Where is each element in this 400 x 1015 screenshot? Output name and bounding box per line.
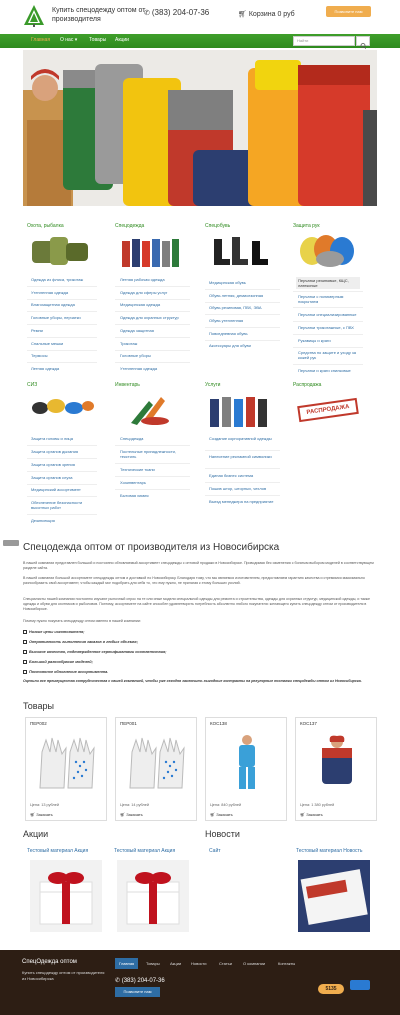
hero-banner — [23, 50, 377, 206]
category-link[interactable]: Перчатки специализированные — [298, 312, 357, 317]
category-link[interactable]: Обувь резиновая, ПВХ, ЭВА — [209, 305, 262, 310]
divider — [205, 450, 280, 451]
phone-number: (383) 204-07-36 — [151, 8, 210, 17]
page-title: Спецодежда оптом от производителя из Новосибирска — [23, 542, 280, 553]
divider — [115, 476, 190, 477]
category-link[interactable]: Утепленная одежда — [31, 290, 69, 295]
news-title: Новости — [205, 829, 240, 839]
divider — [205, 495, 280, 496]
product-name[interactable]: ПЕР002 — [30, 721, 47, 726]
footer-phone-number: (383) 204-07-36 — [121, 978, 165, 984]
footer-nav-about[interactable]: О компании — [243, 961, 266, 966]
category-link[interactable]: Медицинская обувь — [209, 280, 246, 285]
order-button[interactable] — [210, 812, 233, 817]
category-inventory-title[interactable]: Инвентарь — [115, 382, 140, 388]
category-link[interactable]: Дезинсекция — [31, 518, 55, 523]
divider — [115, 311, 190, 312]
hunting-gear-image[interactable] — [30, 233, 90, 267]
feature-text: Низкие цены изготовителя; — [29, 630, 85, 634]
nav-home[interactable]: Главная — [31, 37, 51, 43]
checkbox-icon — [23, 660, 27, 664]
feature-item — [23, 630, 85, 634]
category-link[interactable]: Перчатки с полимерным покрытием — [298, 294, 344, 304]
order-button[interactable] — [120, 812, 143, 817]
footer-brand[interactable]: СпецОдежда оптом — [22, 959, 77, 965]
category-link[interactable]: Технические ткани — [120, 467, 155, 472]
category-link[interactable]: Защита органов слуха — [31, 475, 73, 480]
inventory-image[interactable] — [125, 393, 175, 427]
order-button-label: Заказать — [216, 812, 233, 817]
divider — [27, 350, 97, 351]
divider — [115, 463, 190, 464]
footer-nav-home[interactable]: Главная — [115, 958, 138, 969]
category-link[interactable]: Спальные мешки — [31, 341, 64, 346]
category-link[interactable]: Одежда защитная — [120, 328, 154, 333]
workwear-hero-image — [23, 50, 377, 206]
sale-stamp-image[interactable]: РАСПРОДАЖА — [297, 398, 359, 422]
services-image[interactable] — [208, 393, 273, 429]
order-button-label: Заказать — [36, 812, 53, 817]
divider — [27, 362, 97, 363]
intro-paragraph: В нашей компании представлен большой и постоянно обновляемый ассортимент спецодежды с оптовой продажи в Новосибирске. Проводимая бес изменения с богатым выбором моделей в соответствующем разделе сайта. — [23, 561, 374, 570]
divider — [115, 337, 190, 338]
divider — [205, 468, 280, 469]
category-sale-title[interactable]: Распродажа — [293, 382, 322, 388]
divider — [205, 302, 280, 303]
product-card[interactable] — [115, 717, 197, 821]
category-link[interactable]: Термосы — [31, 353, 48, 358]
nav-about-label: О нас — [60, 37, 74, 43]
divider — [115, 286, 190, 287]
product-image-medical-suit[interactable] — [212, 732, 282, 792]
workers-image[interactable] — [120, 233, 180, 269]
feature-item — [23, 670, 108, 674]
product-image-work-jacket[interactable] — [302, 732, 372, 792]
product-price: Цена: 13 рублей — [30, 803, 59, 807]
feature-text: Оперативность выполнения заказов в любых объемах; — [29, 640, 139, 644]
checkbox-icon — [23, 670, 27, 674]
divider — [27, 484, 97, 485]
gift-image[interactable] — [30, 860, 102, 932]
scroll-toggle-button[interactable] — [3, 540, 19, 546]
call-us-button[interactable]: Позвоните нам — [326, 6, 371, 17]
main-nav — [0, 34, 400, 48]
category-link[interactable]: Летняя рабочая одежда — [120, 277, 165, 282]
category-link[interactable]: Нанесение рекламной символики — [209, 454, 272, 459]
search-input[interactable]: Найти — [293, 36, 355, 46]
feature-item — [23, 660, 93, 664]
product-name[interactable]: КОС138 — [210, 721, 227, 726]
category-link[interactable]: Создание корпоративной одежды — [209, 436, 272, 441]
feature-item — [23, 640, 138, 644]
divider — [27, 286, 97, 287]
category-link[interactable]: Головные уборы — [120, 353, 151, 358]
order-button[interactable] — [30, 812, 53, 817]
divider — [27, 458, 97, 459]
search-button[interactable] — [356, 36, 370, 46]
checkbox-icon — [23, 650, 27, 654]
feature-item — [23, 650, 167, 654]
category-hand-protection-title[interactable]: Защита рук — [293, 223, 320, 229]
product-card[interactable] — [205, 717, 287, 821]
cart-icon: 🛒︎ — [30, 812, 37, 817]
category-link[interactable]: Медицинская одежда — [120, 302, 161, 307]
feature-text: Постоянное обновление ассортимента. — [29, 670, 109, 674]
divider — [293, 334, 363, 335]
footer — [0, 950, 400, 1015]
gloves-image[interactable] — [298, 233, 358, 269]
footer-call-button[interactable]: Позвоните нам — [115, 987, 160, 997]
product-name[interactable]: КОС137 — [300, 721, 317, 726]
category-link[interactable]: Летняя одежда — [31, 366, 60, 371]
category-footwear-title[interactable]: Спецобувь — [205, 223, 231, 229]
divider — [115, 445, 190, 446]
category-link[interactable]: Повседневная обувь — [209, 331, 248, 336]
divider — [115, 350, 190, 351]
actions-title: Акции — [23, 829, 49, 839]
nav-products[interactable]: Товары — [89, 37, 107, 43]
newspaper-image[interactable] — [298, 860, 370, 932]
product-image-gloves[interactable] — [122, 732, 192, 792]
partner-badge[interactable] — [350, 980, 370, 990]
category-hunting-title[interactable]: Охота, рыбалка — [27, 223, 64, 229]
news-item-title[interactable]: Тестовый материал Новость — [296, 848, 363, 854]
divider — [115, 362, 190, 363]
category-link[interactable]: Утепленная одежда — [120, 366, 158, 371]
product-price: Цена: 14 рублей — [120, 803, 149, 807]
footer-subtitle: Купить спецодежду оптом от производителя из Новосибирска — [22, 970, 105, 981]
cart-icon: 🛒︎ — [238, 11, 249, 18]
category-link[interactable]: Одежда для охранных структур — [120, 315, 179, 320]
category-link[interactable]: Бытовая химия — [120, 493, 149, 498]
news-item-title[interactable]: Сайт — [209, 848, 221, 854]
category-link[interactable]: Ремни — [31, 328, 43, 333]
divider — [27, 471, 97, 472]
category-link[interactable]: Пошив штор, шторных, чехлов — [209, 486, 267, 491]
cart-total: Корзина 0 руб — [248, 11, 295, 18]
nav-actions[interactable]: Акции — [115, 37, 129, 43]
checkbox-icon — [23, 630, 27, 634]
divider — [27, 337, 97, 338]
phone-icon: ✆ — [115, 978, 122, 984]
divider — [205, 327, 280, 328]
footer-phone[interactable] — [115, 977, 165, 984]
footer-nav-news[interactable]: Новости — [191, 961, 207, 966]
footer-nav-articles[interactable]: Статьи — [219, 961, 232, 966]
divider — [205, 482, 280, 483]
category-link-active[interactable]: Перчатки резиновые, КЩС, латексные — [296, 277, 360, 289]
category-link[interactable]: Выезд менеджера на предприятие — [209, 499, 274, 504]
nav-about[interactable] — [60, 37, 77, 43]
divider — [205, 314, 280, 315]
product-price: Цена: 840 рублей — [210, 803, 242, 807]
category-link[interactable]: Постельные принадлежности, текстиль — [120, 449, 177, 459]
intro-paragraph: Почему нужно покупать спецодежду оптом именно в нашей компании: — [23, 619, 141, 623]
divider — [293, 321, 363, 322]
divider — [27, 311, 97, 312]
divider — [293, 291, 363, 292]
category-link[interactable]: Обувь летняя, демисезонная — [209, 293, 264, 298]
product-card[interactable] — [25, 717, 107, 821]
divider — [205, 289, 280, 290]
order-button[interactable] — [300, 812, 323, 817]
intro-paragraph: В нашей компании большой ассортимент спецодежды оптом и доставкой по Новосибирску. Благодаря тому, что мы являемся изготовителем, предоставляем гарантию качества и стремимся максимально разнообразить свой ассортимент, чтобы каждый мог подобрать для себя то, что ему нужно, не прилагая к этому больших усилий. — [23, 576, 365, 585]
search-icon — [357, 42, 369, 50]
category-link[interactable]: Влагозащитная одежда — [31, 302, 75, 307]
site-title[interactable]: Купить спецодежду оптом от производителя — [52, 7, 146, 23]
footer-badges — [318, 977, 370, 995]
category-link[interactable]: Средства по защите и уходу за кожей рук — [298, 350, 356, 360]
ppe-image[interactable] — [30, 394, 95, 424]
divider — [115, 489, 190, 490]
divider — [27, 445, 97, 446]
order-button-label: Заказать — [306, 812, 323, 817]
chevron-down-icon: ▾ — [74, 37, 78, 43]
feature-text: Большой разнообразие моделей; — [29, 660, 93, 664]
category-link[interactable]: Защита органов зрения — [31, 462, 75, 467]
divider — [205, 340, 280, 341]
closing-paragraph: Оценили все преимущества сотрудничества с нашей компанией, чтобы уже сегодня заключить выгодные контракты на регулярные поставки спецодежды оптом из Новосибирска. — [23, 679, 362, 683]
checkbox-icon — [23, 640, 27, 644]
footer-nav-products[interactable]: Товары — [146, 961, 160, 966]
category-services-title[interactable]: Услуги — [205, 382, 221, 388]
category-link[interactable]: Головные уборы, перчатки — [31, 315, 81, 320]
category-link[interactable]: Одежда для сферы услуг — [120, 290, 168, 295]
category-ppe-title[interactable]: СИЗ — [27, 382, 38, 388]
product-price: Цена: 1 380 рублей — [300, 803, 335, 807]
divider — [27, 324, 97, 325]
cart-icon: 🛒︎ — [210, 812, 217, 817]
category-link[interactable]: Спецодежда — [120, 436, 144, 441]
cart-link[interactable] — [238, 10, 295, 18]
category-link[interactable]: Рукавицы и краги — [298, 338, 331, 343]
category-link[interactable]: Обеспечение безопасности высотных работ — [31, 500, 83, 510]
phone-icon: ✆ — [144, 10, 150, 17]
category-link[interactable]: Защита головы и лица — [31, 436, 73, 441]
divider — [293, 307, 363, 308]
divider — [115, 299, 190, 300]
product-card[interactable] — [295, 717, 377, 821]
divider — [27, 299, 97, 300]
category-link[interactable]: Аксессуары для обуви — [209, 343, 251, 348]
footer-nav-actions[interactable]: Акции — [170, 961, 182, 966]
divider — [115, 324, 190, 325]
feature-text: Высокое качество, подтвержденное сертификатами соответствия; — [29, 650, 167, 654]
category-link[interactable]: Обувь утепленная — [209, 318, 244, 323]
category-link[interactable]: Одежда из флиса, трикотаж — [31, 277, 84, 282]
category-link[interactable]: Перчатки трикотажные, с ПВХ — [298, 325, 354, 330]
header-phone[interactable] — [144, 8, 209, 17]
header — [0, 0, 400, 34]
cart-icon: 🛒︎ — [120, 812, 127, 817]
divider — [27, 496, 97, 497]
boots-image[interactable] — [210, 233, 270, 269]
divider — [293, 347, 363, 348]
category-link[interactable]: Медицинский ассортимент — [31, 487, 81, 492]
action-item-title[interactable]: Тестовый материал Акция — [114, 848, 176, 854]
category-link[interactable]: Хозинвентарь — [120, 480, 146, 485]
cart-icon: 🛒︎ — [300, 812, 307, 817]
gift-image[interactable] — [117, 860, 189, 932]
footer-nav-contacts[interactable]: Контакты — [278, 961, 296, 966]
action-item-title[interactable]: Тестовый материал Акция — [27, 848, 89, 854]
tree-logo-icon[interactable] — [23, 4, 45, 28]
category-workwear-title[interactable]: Спецодежда — [115, 223, 145, 229]
product-name[interactable]: ПЕР001 — [120, 721, 137, 726]
divider — [293, 364, 363, 365]
products-title: Товары — [23, 701, 54, 711]
intro-paragraph: Специалисты нашей компании постоянно изучают рыночный спрос на те или иные модели специальной одежды для ремонта и строительства, одежды для охранных структур, медицинской одежды, и также одежды и обуви для охотников и рыболовов. Поэтому, ассортимент на сайте способен удовлетворить потребность абсолютно любого покупателя: желающего купить спецодежду оптом от производителя в Новосибирске. — [23, 597, 371, 611]
category-link[interactable]: Защита органов дыхания — [31, 449, 79, 454]
order-button-label: Заказать — [126, 812, 143, 817]
counter-badge[interactable]: 5135 — [318, 984, 344, 994]
category-link[interactable]: Перчатки и краги спилковые — [298, 368, 351, 373]
product-image-gloves[interactable] — [32, 732, 102, 792]
divider — [27, 514, 97, 515]
category-link[interactable]: Трикотаж — [120, 341, 138, 346]
category-link[interactable]: Единая бизнес система — [209, 473, 254, 478]
